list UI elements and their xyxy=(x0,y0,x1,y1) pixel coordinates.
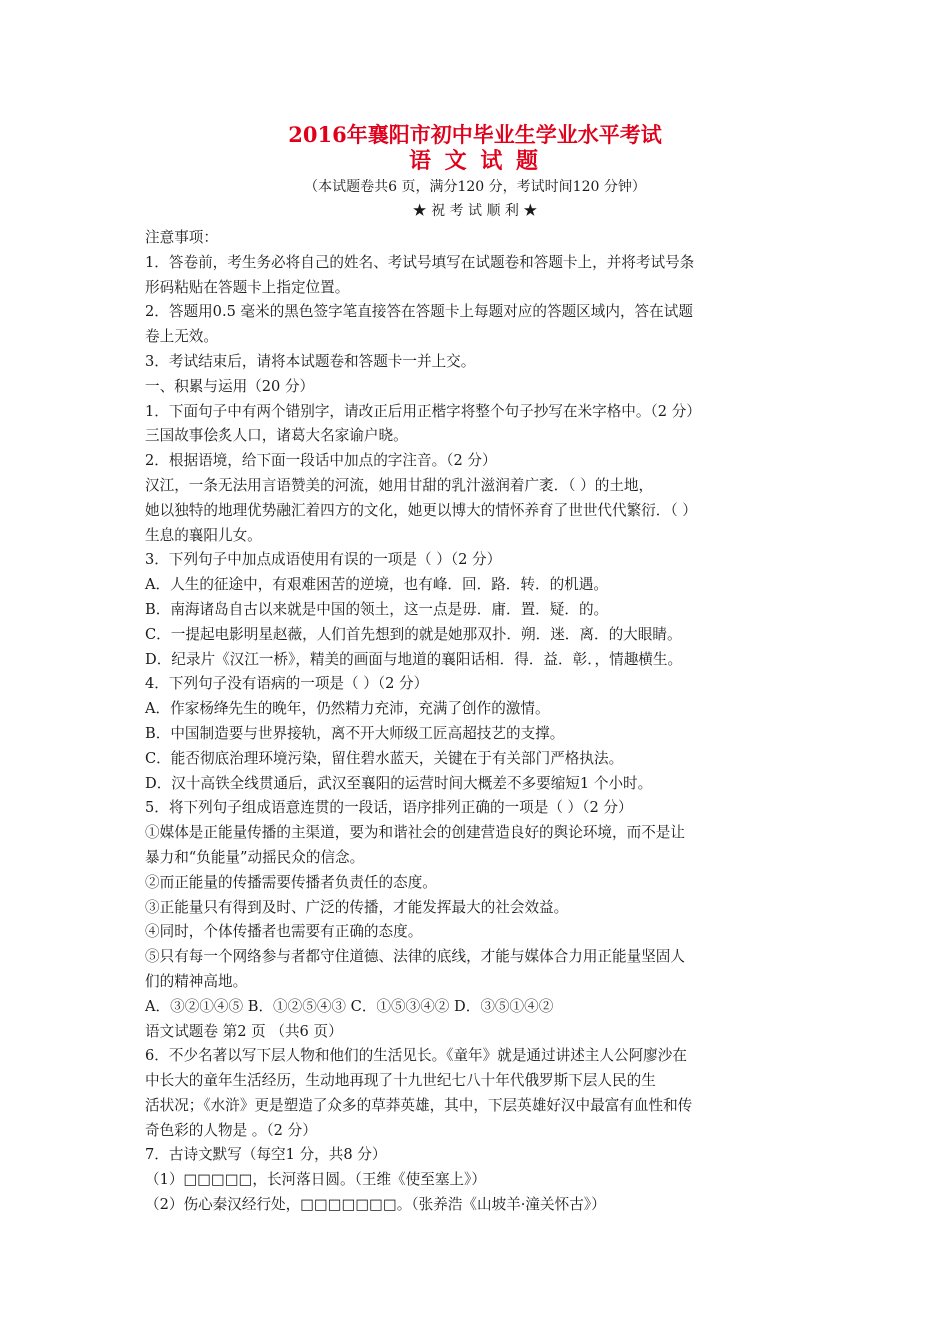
question-4-option: D．汉十高铁全线贯通后，武汉至襄阳的运营时间大概差不多要缩短1 个小时。 xyxy=(145,774,653,792)
question-4: 4．下列句子没有语病的一项是（ ）（2 分） xyxy=(145,675,429,693)
question-2-text: 她以独特的地理优势融汇着四方的文化，她更以博大的情怀养育了世世代代繁衍．（ ） xyxy=(145,501,697,519)
question-2-text: 生息的襄阳儿女。 xyxy=(145,526,262,544)
question-3-option: A．人生的征途中，有艰难困苦的逆境，也有峰．回．路．转．的机遇。 xyxy=(145,576,608,594)
question-4-option: B．中国制造要与世界接轨，离不开大师级工匠高超技艺的支撑。 xyxy=(145,724,565,742)
question-6-text: 活状况；《水浒》更是塑造了众多的草莽英雄，其中，下层英雄好汉中最富有血性和传 xyxy=(145,1096,693,1114)
question-3-option: C．一提起电影明星赵薇，人们首先想到的就是她那双扑．朔．迷．离．的大眼睛。 xyxy=(145,625,682,643)
question-1: 1．下面句子中有两个错别字，请改正后用正楷字将整个句子抄写在米字格中。（2 分） xyxy=(145,402,701,420)
question-3-option: B．南海诸岛自古以来就是中国的领土，这一点是毋．庸．置．疑．的。 xyxy=(145,600,609,618)
notice-item-2: 2．答题用0.5 毫米的黑色签字笔直接答在答题卡上每题对应的答题区域内，答在试题 xyxy=(145,303,693,321)
question-6-text: 中长大的童年生活经历，生动地再现了十九世纪七八十年代俄罗斯下层人民的生 xyxy=(145,1072,656,1090)
page-footer: 语文试题卷 第2 页 （共6 页） xyxy=(145,1022,343,1040)
question-2-text: 汉江，一条无法用言语赞美的河流，她用甘甜的乳汁滋润着广袤．（ ）的土地， xyxy=(145,476,654,494)
question-4-option: C．能否彻底治理环境污染，留住碧水蓝天，关键在于有关部门严格执法。 xyxy=(145,749,624,767)
exam-title: 2016年襄阳市初中毕业生学业水平考试 xyxy=(288,122,662,147)
exam-body xyxy=(145,226,825,1218)
question-7-item: （2）伤心秦汉经行处，□□□□□□□。（张养浩《山坡羊·潼关怀古》） xyxy=(145,1196,606,1214)
exam-info: （本试题卷共6 页，满分120 分，考试时间120 分钟） xyxy=(304,179,646,195)
question-5-sentence: ②而正能量的传播需要传播者负责任的态度。 xyxy=(145,873,437,891)
question-3: 3．下列句子中加点成语使用有误的一项是（ ）（2 分） xyxy=(145,551,502,569)
question-2: 2．根据语境，给下面一段话中加点的字注音。（2 分） xyxy=(145,452,497,470)
section-heading: 一、积累与运用（20 分） xyxy=(145,377,315,395)
question-5-options: A．③②①④⑤ B．①②⑤④③ C．①⑤③④② D．③⑤①④② xyxy=(145,997,554,1015)
question-1-sentence: 三国故事侩炙人口，诸葛大名家谕户晓。 xyxy=(145,427,408,445)
question-6-text: 奇色彩的人物是 。（2 分） xyxy=(145,1121,317,1139)
notice-item-3: 3．考试结束后，请将本试题卷和答题卡一并上交。 xyxy=(145,352,476,370)
question-5-sentence: 暴力和“负能量”动摇民众的信念。 xyxy=(145,848,365,866)
notice-item-2-cont: 卷上无效。 xyxy=(145,328,218,346)
question-5-sentence: ④同时，个体传播者也需要有正确的态度。 xyxy=(145,923,423,941)
notice-item-1-cont: 形码粘贴在答题卡上指定位置。 xyxy=(145,278,350,296)
question-4-option: A．作家杨绛先生的晚年，仍然精力充沛，充满了创作的激情。 xyxy=(145,700,550,718)
blessing-line: ★ 祝 考 试 顺 利 ★ xyxy=(412,203,538,219)
question-6: 6．不少名著以写下层人物和他们的生活见长。《童年》就是通过讲述主人公阿廖沙在 xyxy=(145,1047,687,1065)
question-7: 7．古诗文默写（每空1 分，共8 分） xyxy=(145,1146,387,1164)
subject-title: 语 文 试 题 xyxy=(409,148,541,174)
question-5: 5．将下列句子组成语意连贯的一段话，语序排列正确的一项是（ ）（2 分） xyxy=(145,799,633,817)
question-5-sentence: ③正能量只有得到及时、广泛的传播，才能发挥最大的社会效益。 xyxy=(145,898,569,916)
question-5-sentence: 们的精神高地。 xyxy=(145,972,248,990)
question-3-option: D．纪录片《汉江一桥》，精美的画面与地道的襄阳话相．得．益．彰．，情趣横生。 xyxy=(145,650,683,668)
question-5-sentence: ⑤只有每一个网络参与者都守住道德、法律的底线，才能与媒体合力用正能量坚固人 xyxy=(145,948,685,966)
question-5-sentence: ①媒体是正能量传播的主渠道，要为和谐社会的创建营造良好的舆论环境，而不是让 xyxy=(145,824,685,842)
question-7-item: （1）□□□□□，长河落日圆。（王维《使至塞上》） xyxy=(145,1171,486,1189)
notice-item-1: 1．答卷前，考生务必将自己的姓名、考试号填写在试题卷和答题卡上，并将考试号条 xyxy=(145,253,695,271)
notice-heading: 注意事项： xyxy=(145,229,218,246)
